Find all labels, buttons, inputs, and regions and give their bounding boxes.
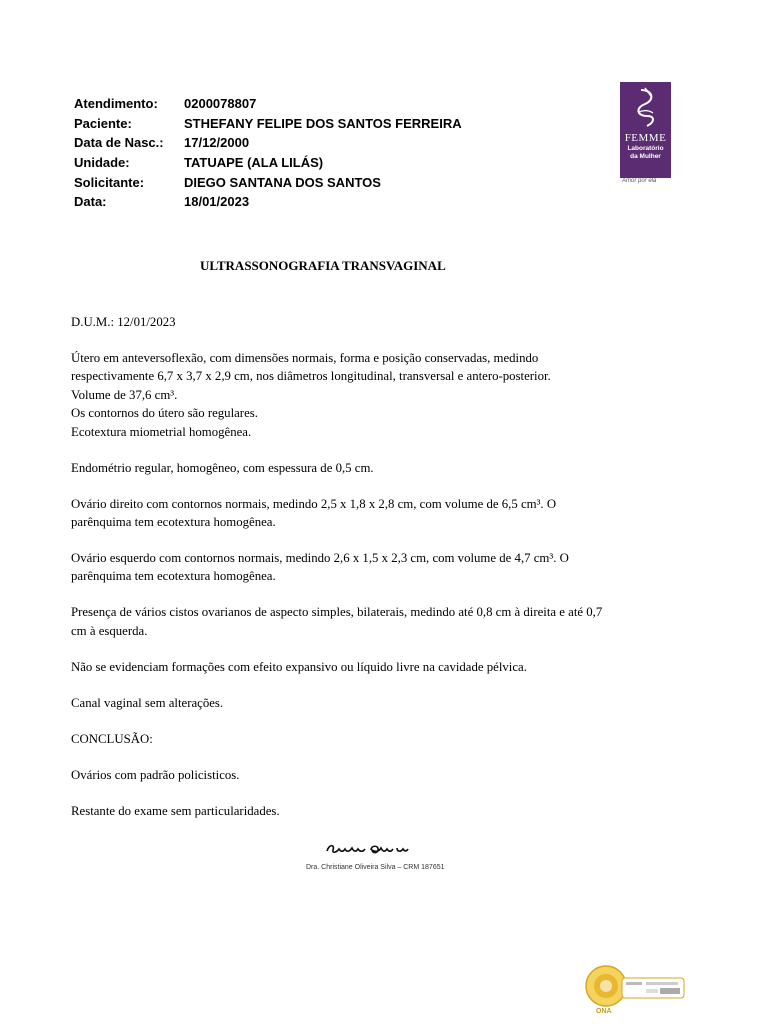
uterus-line: Útero em anteversoflexão, com dimensões normais, forma e posição conservadas, medindo bbox=[71, 351, 539, 365]
right-ovary-line: Ovário direito com contornos normais, medindo 2,5 x 1,8 x 2,8 cm, com volume de 6,5 cm³. O bbox=[71, 496, 557, 511]
logo-line-2: da Mulher bbox=[630, 152, 661, 160]
femme-logo bbox=[620, 82, 671, 178]
header-value: STHEFANY FELIPE DOS SANTOS FERREIRA bbox=[184, 115, 462, 131]
header-label: Data de Nasc.: bbox=[74, 135, 164, 151]
header-label: Data: bbox=[74, 194, 107, 210]
ona-accreditation-seal bbox=[584, 960, 688, 1016]
handwritten-signature bbox=[325, 840, 409, 858]
header-row-data bbox=[74, 192, 462, 212]
header-value: 17/12/2000 bbox=[184, 135, 250, 151]
header-value: 0200078807 bbox=[184, 96, 257, 112]
cysts-line: cm à esquerda. bbox=[71, 623, 148, 638]
uterus-line: Os contornos do útero são regulares. bbox=[71, 406, 258, 421]
logo-tagline: Amor por ela bbox=[622, 178, 657, 184]
header-row-paciente bbox=[74, 114, 462, 134]
remainder-line: Restante do exame sem particularidades. bbox=[71, 803, 280, 818]
seal-org: ONA bbox=[596, 1008, 612, 1015]
uterus-line: Volume de 37,6 cm³. bbox=[71, 387, 178, 402]
endometrium-line: Endométrio regular, homogêneo, com espessura de 0,5 cm. bbox=[71, 460, 374, 475]
report-title: ULTRASSONOGRAFIA TRANSVAGINAL bbox=[200, 258, 446, 273]
header-row-solicitante bbox=[74, 172, 462, 192]
conclusion-label: CONCLUSÃO: bbox=[71, 731, 153, 746]
cysts-line: Presença de vários cistos ovarianos de aspecto simples, bilaterais, medindo até 0,8 cm à direita e até 0,7 bbox=[71, 605, 603, 620]
header-label: Paciente: bbox=[74, 115, 132, 131]
header-row-data-nasc bbox=[74, 133, 462, 153]
left-ovary-line: parênquima tem ecotextura homogênea. bbox=[71, 569, 276, 584]
pelvis-line: Não se evidenciam formações com efeito expansivo ou líquido livre na cavidade pélvica. bbox=[71, 659, 527, 674]
femme-swirl-icon bbox=[631, 86, 661, 130]
header-row-atendimento bbox=[74, 94, 462, 114]
uterus-line: Ecotextura miometrial homogênea. bbox=[71, 424, 252, 439]
signature-text: Dra. Christiane Oliveira Silva – CRM 187651 bbox=[306, 864, 445, 871]
logo-line-1: Laboratório bbox=[627, 145, 664, 152]
uterus-line: respectivamente 6,7 x 3,7 x 2,9 cm, nos diâmetros longitudinal, transversal e antero-posterior. bbox=[71, 369, 551, 384]
conclusion-line: Ovários com padrão policisticos. bbox=[71, 767, 240, 782]
right-ovary-line: parênquima tem ecotextura homogênea. bbox=[71, 515, 276, 530]
logo-subtitle bbox=[627, 145, 663, 160]
header-label: Atendimento: bbox=[74, 96, 158, 112]
patient-header bbox=[74, 94, 462, 212]
logo-brand: FEMME bbox=[624, 132, 667, 144]
left-ovary-line: Ovário esquerdo com contornos normais, medindo 2,6 x 1,5 x 2,3 cm, com volume de 4,7 cm³. O bbox=[71, 551, 569, 566]
header-label: Solicitante: bbox=[74, 174, 145, 190]
dum-line: D.U.M.: 12/01/2023 bbox=[71, 315, 176, 329]
header-label: Unidade: bbox=[74, 155, 130, 171]
vaginal-line: Canal vaginal sem alterações. bbox=[71, 695, 224, 710]
report-body bbox=[71, 313, 691, 820]
header-value: TATUAPE (ALA LILÁS) bbox=[184, 155, 324, 171]
header-value: 18/01/2023 bbox=[184, 194, 250, 210]
header-value: DIEGO SANTANA DOS SANTOS bbox=[184, 174, 381, 190]
header-row-unidade bbox=[74, 153, 462, 173]
